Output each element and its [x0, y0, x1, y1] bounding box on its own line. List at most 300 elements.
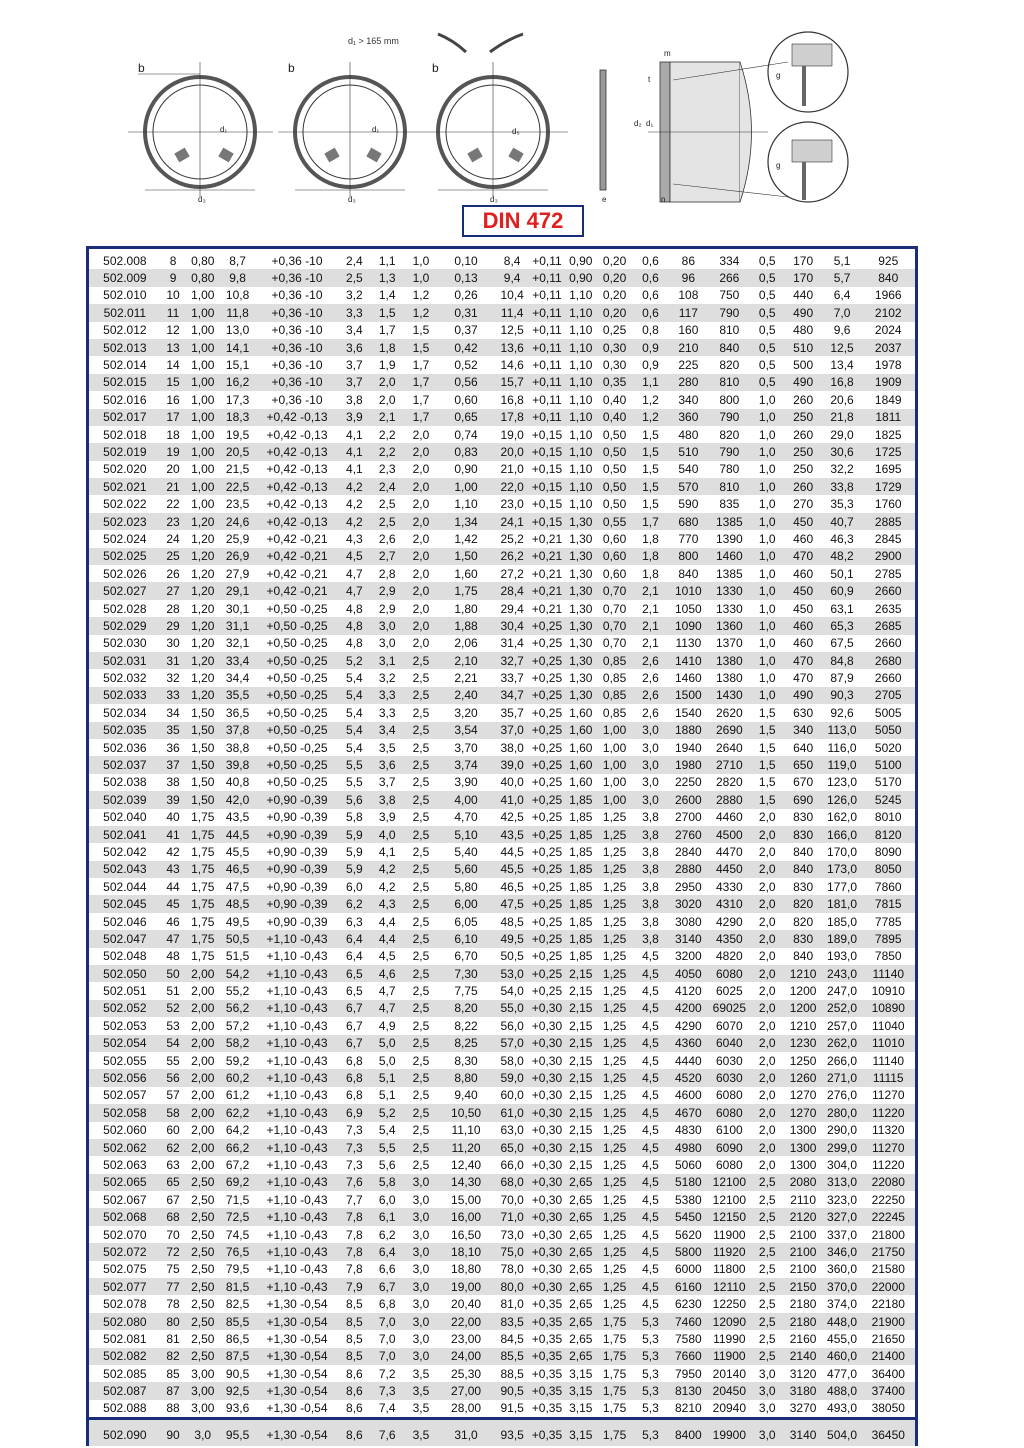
table-cell: 3,0	[758, 1401, 776, 1416]
table-cell: 11270	[872, 1088, 905, 1103]
table-cell: 5170	[874, 775, 902, 790]
table-row	[89, 704, 915, 721]
table-cell: 1,25	[597, 965, 632, 982]
table-cell: 81,0	[500, 1297, 524, 1312]
table-cell: 4,5	[642, 984, 659, 999]
table-cell: 3,0	[751, 1382, 784, 1399]
table-cell: 2710	[708, 756, 751, 773]
table-cell: 6,2	[378, 1227, 396, 1242]
part-number-cell: 502.033	[89, 687, 161, 704]
table-cell: 51,5	[225, 949, 250, 964]
table-cell: 3020	[669, 895, 708, 912]
table-row	[89, 1330, 915, 1347]
table-cell: +0,11	[530, 374, 565, 391]
table-cell: 770	[678, 531, 699, 546]
table-cell: 95,5	[220, 1419, 255, 1447]
table-cell: 170,0	[827, 844, 858, 859]
table-cell: 12,5	[500, 323, 524, 338]
table-cell: 38,8	[225, 740, 250, 755]
table-cell: +1,10 -0,43	[255, 1000, 339, 1017]
table-cell: 27,00	[437, 1382, 494, 1399]
table-cell: 46,3	[830, 531, 854, 546]
table-cell: +0,15	[531, 462, 563, 477]
table-cell: +0,30	[531, 1018, 563, 1033]
part-number-cell: 502.085	[103, 1366, 147, 1381]
table-cell: 1,10	[569, 288, 593, 303]
table-row	[89, 774, 915, 791]
table-cell: +0,35	[531, 1366, 563, 1381]
table-cell: +0,50 -0,25	[255, 687, 339, 704]
table-cell: 2,65	[564, 1208, 597, 1225]
table-cell: 1360	[708, 617, 751, 634]
table-cell: 1,75	[185, 861, 220, 878]
table-cell: 11115	[862, 1069, 915, 1086]
table-cell: 0,70	[602, 636, 627, 651]
table-cell: 1,20	[191, 566, 215, 581]
table-cell: 2,00	[185, 1104, 220, 1121]
table-cell: 0,42	[437, 339, 494, 356]
table-cell: 1,7	[405, 409, 438, 426]
table-cell: 3,2	[378, 671, 396, 686]
table-row	[89, 461, 915, 478]
part-number-cell: 502.041	[89, 826, 161, 843]
table-cell: 0,8	[642, 323, 659, 338]
table-cell: 7,6	[339, 1174, 370, 1191]
svg-text:d₃: d₃	[490, 195, 498, 204]
table-cell: +0,25	[530, 687, 565, 704]
table-cell: 36450	[862, 1419, 915, 1447]
table-cell: 1,20	[191, 531, 215, 546]
table-cell: 1,30	[569, 566, 593, 581]
table-cell: 1,0	[758, 427, 776, 442]
table-cell: +0,25	[531, 671, 563, 686]
table-cell: 810	[719, 323, 740, 338]
table-cell: 80	[161, 1313, 186, 1330]
table-cell: 0,50	[597, 443, 632, 460]
table-cell: 42	[166, 844, 180, 859]
table-cell: +0,36 -10	[271, 392, 323, 407]
table-cell: 1300	[789, 1123, 817, 1138]
table-cell: 266,0	[827, 1053, 858, 1068]
table-cell: 1,85	[569, 879, 593, 894]
table-cell: 108	[678, 288, 699, 303]
title-box	[462, 205, 584, 237]
table-cell: 2685	[862, 617, 915, 634]
table-cell: 10,4	[500, 288, 524, 303]
table-cell: 1,30	[564, 548, 597, 565]
table-cell: 2,4	[346, 253, 363, 268]
table-cell: 4,2	[378, 879, 396, 894]
table-cell: 7950	[675, 1366, 702, 1381]
table-cell: 1,60	[569, 775, 593, 790]
table-cell: 30,1	[225, 601, 250, 616]
table-cell: 0,50	[602, 497, 627, 512]
table-row	[89, 495, 915, 512]
table-cell: 500	[793, 358, 814, 373]
part-number-cell: 502.009	[89, 269, 161, 286]
table-cell: +0,50 -0,25	[255, 617, 339, 634]
table-cell: 2,5	[758, 1297, 776, 1312]
table-cell: 3,0	[632, 722, 669, 739]
table-cell: 1210	[789, 1018, 817, 1033]
table-cell: 3,8	[642, 844, 659, 859]
table-cell: 3,5	[412, 1366, 430, 1381]
table-cell: 3140	[669, 930, 708, 947]
table-cell: 12,40	[451, 1158, 482, 1172]
table-cell: 1978	[874, 358, 902, 373]
table-cell: 35,5	[220, 687, 255, 704]
table-cell: 7,3	[370, 1382, 405, 1399]
table-cell: 78,0	[500, 1262, 524, 1277]
table-cell: 1300	[789, 1158, 817, 1172]
table-cell: 750	[719, 288, 740, 303]
table-cell: 790	[708, 409, 751, 426]
table-cell: 250	[784, 409, 823, 426]
table-cell: +1,10 -0,43	[255, 930, 339, 947]
table-cell: 19,5	[225, 427, 250, 442]
table-cell: +1,10 -0,43	[266, 1053, 328, 1068]
table-cell: 2,5	[751, 1313, 784, 1330]
table-row	[89, 269, 915, 286]
table-cell: 93,6	[225, 1401, 250, 1416]
svg-text:d₂: d₂	[634, 119, 642, 128]
table-cell: 270	[793, 497, 814, 512]
table-cell: 6,4	[346, 949, 363, 964]
table-cell: 22	[166, 497, 180, 512]
table-cell: 8,4	[503, 253, 521, 268]
table-cell: 1330	[715, 601, 743, 616]
table-cell: +0,25	[530, 930, 565, 947]
table-row	[89, 687, 915, 704]
table-cell: 1,5	[758, 705, 776, 720]
table-cell: 1,00	[185, 478, 220, 495]
table-cell: 1940	[675, 740, 702, 755]
table-cell: 21580	[871, 1262, 905, 1277]
table-cell: +0,25	[531, 705, 563, 720]
table-cell: 40,0	[500, 775, 524, 790]
table-cell: +0,35	[531, 1297, 563, 1312]
table-cell: 2,15	[569, 1158, 593, 1172]
svg-text:g: g	[776, 161, 781, 170]
table-cell: 4,2	[339, 513, 370, 530]
part-number-cell: 502.038	[103, 775, 147, 790]
table-cell: 6,7	[339, 1035, 370, 1052]
part-number-cell: 502.048	[103, 949, 147, 964]
table-cell: 3,0	[412, 1192, 430, 1207]
table-cell: 53	[166, 1018, 180, 1033]
table-cell: 1,30	[569, 671, 593, 686]
table-cell: 1966	[874, 288, 902, 303]
table-cell: 4,8	[346, 601, 363, 616]
table-cell: 4,7	[346, 566, 363, 581]
table-cell: 5,5	[370, 1139, 405, 1156]
table-cell: 1,20	[185, 617, 220, 634]
table-cell: 15,00	[451, 1192, 482, 1207]
table-cell: 2,5	[405, 861, 438, 878]
table-cell: 8090	[874, 844, 902, 859]
table-cell: 2,5	[405, 895, 438, 912]
table-cell: +1,10 -0,43	[266, 984, 328, 999]
table-cell: 360	[669, 409, 708, 426]
table-row	[89, 1382, 915, 1399]
table-cell: 34,7	[495, 687, 530, 704]
table-cell: 2760	[669, 826, 708, 843]
table-cell: 173,0	[823, 861, 862, 878]
table-cell: 4,5	[632, 1069, 669, 1086]
table-row	[89, 809, 915, 826]
table-cell: 7,0	[370, 1348, 405, 1365]
table-cell: 3,0	[751, 1419, 784, 1447]
table-cell: 5050	[862, 722, 915, 739]
table-cell: 24,1	[495, 513, 530, 530]
table-cell: 7,0	[370, 1313, 405, 1330]
table-cell: 3200	[675, 949, 702, 964]
table-cell: 21,8	[823, 409, 862, 426]
table-cell: 6,8	[346, 1088, 363, 1103]
table-cell: 2,0	[758, 949, 776, 964]
table-cell: 4,5	[642, 1053, 659, 1068]
table-cell: 2102	[862, 304, 915, 321]
table-cell: 0,6	[642, 288, 659, 303]
table-cell: +0,36 -10	[255, 339, 339, 356]
table-cell: 820	[719, 358, 740, 373]
table-cell: 22000	[862, 1278, 915, 1295]
table-cell: 3,6	[370, 756, 405, 773]
table-cell: 3,74	[437, 756, 494, 773]
table-cell: 510	[669, 443, 708, 460]
table-cell: 1,5	[632, 443, 669, 460]
table-cell: 2,50	[191, 1297, 215, 1312]
table-cell: +0,36 -10	[271, 358, 323, 373]
table-cell: 1,00	[185, 409, 220, 426]
table-cell: +0,42 -0,21	[255, 548, 339, 565]
table-cell: 3,0	[405, 1174, 438, 1191]
table-row	[89, 1087, 915, 1104]
table-cell: 2,50	[185, 1243, 220, 1260]
table-cell: 45	[161, 895, 186, 912]
table-cell: +0,35	[531, 1401, 563, 1416]
table-cell: 1,75	[185, 826, 220, 843]
table-cell: 37,8	[220, 722, 255, 739]
table-cell: 0,70	[602, 601, 627, 616]
table-cell: 2,0	[412, 497, 430, 512]
table-cell: 0,65	[437, 409, 494, 426]
table-cell: 11900	[708, 1348, 751, 1365]
table-cell: 2,6	[378, 531, 396, 546]
table-cell: 810	[708, 478, 751, 495]
table-cell: 470	[784, 652, 823, 669]
table-cell: 6,2	[339, 895, 370, 912]
table-cell: 1,0	[758, 566, 776, 581]
part-number-cell: 502.087	[89, 1382, 161, 1399]
table-row	[89, 948, 915, 965]
table-cell: 840	[678, 566, 699, 581]
table-cell: 1,25	[597, 1243, 632, 1260]
table-cell: +0,25	[530, 826, 565, 843]
table-cell: +0,25	[531, 844, 563, 859]
table-row	[89, 548, 915, 565]
table-cell: 55	[166, 1053, 180, 1068]
table-cell: 1,60	[569, 705, 593, 720]
table-cell: 1,50	[185, 756, 220, 773]
table-cell: 4200	[669, 1000, 708, 1017]
table-cell: 2,5	[405, 722, 438, 739]
table-cell: 3,0	[412, 1297, 430, 1312]
table-cell: 20	[166, 462, 180, 477]
table-cell: 360,0	[827, 1262, 858, 1277]
part-number-cell: 502.017	[89, 409, 161, 426]
table-cell: 2,65	[564, 1174, 597, 1191]
table-cell: 7660	[669, 1348, 708, 1365]
table-cell: 1,25	[602, 1227, 627, 1242]
table-cell: 840	[793, 844, 814, 859]
table-cell: 4450	[708, 861, 751, 878]
table-cell: 5,4	[378, 1123, 396, 1138]
table-cell: 14,1	[220, 339, 255, 356]
table-cell: 1,20	[191, 601, 215, 616]
table-cell: 1330	[708, 582, 751, 599]
table-cell: +0,90 -0,39	[266, 914, 328, 929]
part-number-cell: 502.067	[103, 1192, 147, 1207]
table-cell: +1,30 -0,54	[266, 1331, 328, 1346]
table-cell: 2,50	[191, 1331, 215, 1346]
table-cell: +0,50 -0,25	[266, 775, 328, 790]
table-cell: 46,5	[500, 879, 524, 894]
table-cell: 69,2	[220, 1174, 255, 1191]
table-cell: +0,11	[532, 253, 562, 268]
table-cell: 2,65	[569, 1192, 593, 1207]
table-row	[89, 791, 915, 808]
table-cell: 11270	[862, 1139, 915, 1156]
table-cell: 1,25	[602, 844, 627, 859]
table-cell: 1,25	[597, 1104, 632, 1121]
table-cell: 11,4	[495, 304, 530, 321]
table-cell: 28	[166, 601, 180, 616]
table-cell: 450	[784, 582, 823, 599]
table-cell: 3080	[675, 914, 702, 929]
table-cell: 2,0	[751, 965, 784, 982]
table-cell: 0,5	[758, 253, 776, 268]
table-cell: 477,0	[827, 1366, 858, 1381]
table-cell: 7,3	[346, 1123, 363, 1138]
table-cell: 1,0	[758, 636, 776, 651]
table-cell: +0,30	[531, 1227, 563, 1242]
svg-text:b: b	[138, 61, 145, 75]
table-cell: 1,8	[370, 339, 405, 356]
table-cell: 16,8	[823, 374, 862, 391]
table-cell: 8,5	[339, 1313, 370, 1330]
table-cell: +1,10 -0,43	[255, 1104, 339, 1121]
table-cell: 51	[166, 984, 180, 999]
table-cell: 0,80	[191, 253, 215, 268]
table-cell: 1270	[789, 1088, 817, 1103]
table-cell: 1,5	[412, 323, 430, 338]
table-cell: +0,30	[531, 1088, 563, 1103]
table-cell: 1,30	[564, 652, 597, 669]
table-cell: 20940	[712, 1401, 747, 1416]
table-cell: 63	[166, 1158, 180, 1172]
table-cell: 2,00	[191, 1158, 215, 1172]
table-cell: 3,8	[642, 914, 659, 929]
table-cell: 1729	[862, 478, 915, 495]
table-cell: 7,7	[346, 1192, 363, 1207]
table-cell: 0,80	[185, 269, 220, 286]
table-cell: 1,10	[569, 323, 593, 338]
table-cell: 85	[166, 1366, 180, 1381]
table-cell: 1,25	[597, 1174, 632, 1191]
table-cell: 2,9	[378, 601, 396, 616]
table-cell: 1,85	[564, 930, 597, 947]
table-cell: 8,22	[454, 1018, 478, 1033]
table-cell: 4,5	[642, 1158, 659, 1172]
table-cell: 0,20	[602, 288, 627, 303]
table-cell: 1,75	[597, 1313, 632, 1330]
table-cell: 4520	[669, 1069, 708, 1086]
table-cell: 3,90	[454, 775, 478, 790]
table-cell: 5380	[675, 1192, 702, 1207]
table-cell: 4830	[675, 1123, 702, 1138]
table-cell: 116,0	[827, 740, 857, 755]
table-cell: 1,10	[569, 358, 593, 373]
table-cell: 44	[166, 879, 180, 894]
table-cell: +0,35	[530, 1382, 565, 1399]
table-cell: 4,4	[378, 914, 396, 929]
table-cell: 76,5	[220, 1243, 255, 1260]
table-cell: 3,0	[405, 1278, 438, 1295]
table-cell: 4,5	[642, 1018, 659, 1033]
table-cell: 56,0	[500, 1018, 524, 1033]
table-cell: 1385	[715, 566, 743, 581]
table-cell: 2705	[862, 687, 915, 704]
table-cell: +0,30	[530, 1104, 565, 1121]
table-cell: 3,8	[632, 826, 669, 843]
table-cell: 1,10	[569, 427, 593, 442]
table-cell: 1,00	[185, 339, 220, 356]
table-cell: 5,4	[346, 671, 363, 686]
table-cell: 5,1	[370, 1069, 405, 1086]
table-cell: 40	[166, 810, 180, 825]
table-cell: 6040	[708, 1035, 751, 1052]
table-cell: 440	[793, 288, 814, 303]
table-cell: 1500	[669, 687, 708, 704]
table-cell: 2,00	[185, 1139, 220, 1156]
table-cell: 4,5	[642, 1123, 659, 1138]
table-cell: 60,0	[500, 1088, 524, 1103]
table-cell: +1,10 -0,43	[255, 1243, 339, 1260]
table-row	[89, 426, 915, 443]
table-cell: 28,00	[451, 1401, 482, 1416]
table-cell: 3,0	[642, 740, 659, 755]
table-cell: 17	[161, 409, 186, 426]
table-cell: 3,4	[370, 722, 405, 739]
table-cell: +0,25	[531, 775, 563, 790]
table-cell: 7,0	[823, 304, 862, 321]
table-cell: 5,10	[437, 826, 494, 843]
table-cell: +0,15	[531, 497, 563, 512]
table-cell: 2,5	[405, 1069, 438, 1086]
table-cell: 8400	[669, 1419, 708, 1447]
table-cell: 2680	[862, 652, 915, 669]
table-cell: 19900	[708, 1419, 751, 1447]
table-cell: 3,0	[632, 791, 669, 808]
table-row	[89, 1174, 915, 1191]
table-cell: 15,7	[495, 374, 530, 391]
table-cell: +1,10 -0,43	[266, 1192, 328, 1207]
table-cell: 0,35	[597, 374, 632, 391]
table-cell: 4,3	[346, 531, 363, 546]
table-cell: 0,83	[437, 443, 494, 460]
part-number-cell: 502.042	[103, 844, 147, 859]
